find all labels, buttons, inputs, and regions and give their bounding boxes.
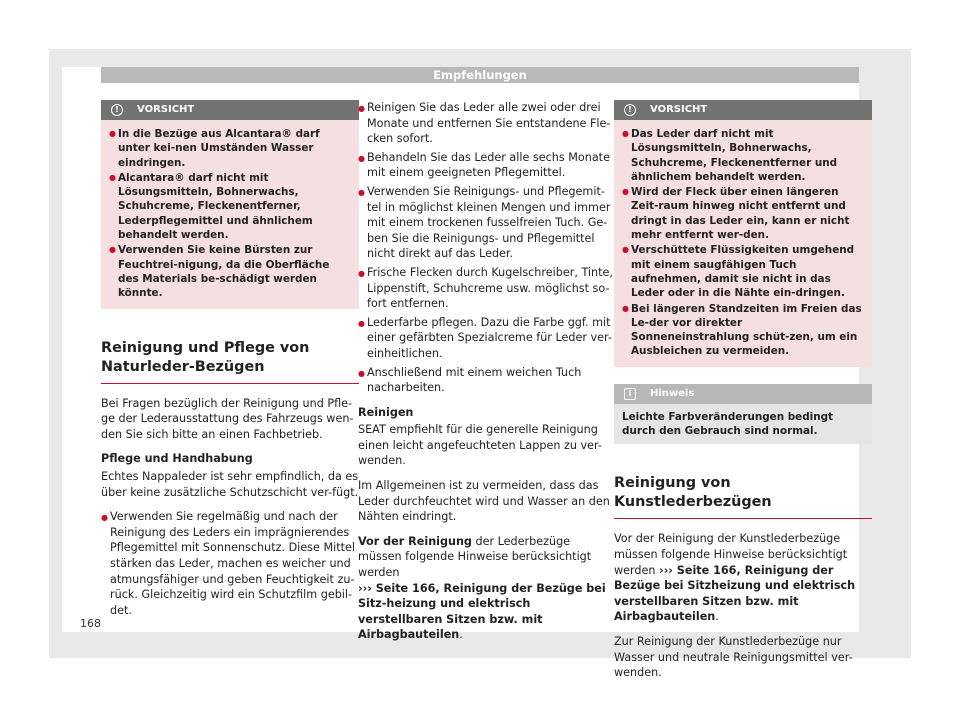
note-header	[614, 384, 872, 404]
text-run: .	[459, 628, 463, 642]
section-header: Empfehlungen	[101, 67, 859, 83]
note-box	[614, 384, 872, 445]
info-icon: i	[624, 388, 636, 400]
subheading: Pflege und Handhabung	[101, 452, 253, 466]
caution-title: VORSICHT	[650, 104, 708, 115]
column-left	[101, 100, 359, 621]
body-paragraph: Im Allgemeinen ist zu vermeiden, dass das Leder durchfeuchtet wird und Wasser an den Nähten eindringt.	[358, 479, 610, 524]
list-item: ● Reinigen Sie das Leder alle zwei oder drei Monate und entfernen Sie entstandene Fle-cken sofort.	[358, 100, 616, 147]
list-item: ● Lederfarbe pflegen. Dazu die Farbe ggf. mit einer gefärbten Spezialcreme für Leder ver-einheitlichen.	[358, 315, 616, 362]
text-run: Vor der Reinigung der Kunstlederbezüge müssen folgende Hinweise berücksichtigt werden	[614, 532, 848, 577]
cross-reference-link[interactable]: ››› Seite 166, Reinigung der Bezüge bei Sitzheizung und elektrisch verstellbaren Sitzen bzw. mit Airbagbauteilen	[614, 563, 856, 624]
note-title: Hinweis	[650, 387, 695, 399]
list-item: ● Frische Flecken durch Kugelschreiber, Tinte, Lippenstift, Schuhcreme usw. möglichst so-fort entfernen.	[358, 265, 616, 312]
intro-paragraph: Bei Fragen bezüglich der Reinigung und Pfle-ge der Lederausstattung des Fahrzeugs wen-den Sie sich bitte an einen Fachbetrieb.	[101, 396, 354, 441]
caution-item: ● Das Leder darf nicht mit Lösungsmitteln, Bohnerwachs, Schuhcreme, Fleckenentferner und ähnlichem behandelt werden.	[622, 127, 864, 184]
caution-header	[614, 100, 872, 120]
caution-header	[101, 100, 359, 120]
column-middle	[358, 100, 616, 652]
caution-box	[101, 100, 359, 309]
body-paragraph: Echtes Nappaleder ist sehr empfindlich, da es über keine zusätzliche Schutzschicht ver-fügt.	[101, 469, 359, 499]
cross-reference-link[interactable]: ››› Seite 166, Reinigung der Bezüge bei Sitz-heizung und elektrisch verstellbaren Sitzen bzw. mit Airbagbauteilen	[358, 581, 606, 642]
bold-lead: Vor der Reinigung	[358, 534, 472, 548]
body-paragraph	[614, 531, 872, 625]
caution-item: ● Wird der Fleck über einen längeren Zeit-raum hinweg nicht entfernt und dringt in das Leder ein, kann er nicht mehr entfernt wer-den.	[622, 185, 864, 242]
list-item: ● Anschließend mit einem weichen Tuch nacharbeiten.	[358, 365, 616, 396]
caution-item: ● Verwenden Sie keine Bürsten zur Feuchtrei-nigung, da die Oberfläche des Materials be-schädigt werden könnte.	[109, 243, 351, 300]
caution-title: VORSICHT	[137, 104, 195, 115]
text-run: der Lederbezüge müssen folgende Hinweise berücksichtigt werden	[358, 534, 592, 580]
caution-item: ● Verschüttete Flüssigkeiten umgehend mit einem saugfähigen Tuch aufnehmen, damit sie nicht in das Leder oder in die Nähte ein-dringen.	[622, 243, 864, 300]
caution-item: ● Alcantara® darf nicht mit Lösungsmitteln, Bohnerwachs, Schuhcreme, Fleckenentferner, Lederpflegemittel und ähnlichem behandelt werden.	[109, 171, 351, 242]
subheading: Reinigen	[358, 405, 414, 419]
body-paragraph: SEAT empfiehlt für die generelle Reinigung einen leicht angefeuchteten Lappen zu ver-wenden.	[358, 423, 602, 468]
page-number: 168	[80, 617, 101, 630]
list-item: ● Behandeln Sie das Leder alle sechs Monate mit einem geeigneten Pflegemittel.	[358, 150, 616, 181]
caution-box	[614, 100, 872, 367]
body-paragraph: Zur Reinigung der Kunstlederbezüge nur Wasser und neutrale Reinigungsmittel ver-wenden.	[614, 634, 853, 680]
body-paragraph	[358, 534, 616, 643]
caution-item: ● In die Bezüge aus Alcantara® darf unter kei-nen Umständen Wasser eindringen.	[109, 127, 351, 170]
warning-icon: !	[111, 104, 123, 116]
section-heading: Reinigung von Kunstlederbezügen	[614, 474, 872, 519]
list-item: ● Verwenden Sie regelmäßig und nach der Reinigung des Leders ein imprägnierendes Pflegemittel mit Sonnenschutz. Diese Mittel stärken das Leder, machen es weicher und atmungsfähiger und geben Feuchtigkeit zu-rück. Gleichzeitig wird ein Schutzfilm gebil-det.	[101, 509, 359, 618]
text-run: .	[715, 610, 719, 624]
column-right	[614, 100, 872, 690]
note-text: Leichte Farbveränderungen bedingt durch den Gebrauch sind normal.	[622, 410, 834, 438]
caution-item: ● Bei längeren Standzeiten im Freien das Le-der vor direkter Sonneneinstrahlung schüt-zen, um ein Ausbleichen zu vermeiden.	[622, 302, 864, 359]
warning-icon: !	[624, 104, 636, 116]
list-item: ● Verwenden Sie Reinigungs- und Pflegemit-tel in möglichst kleinen Mengen und immer mit einem trockenen fusselfreien Tuch. Ge-ben Sie die Reinigungs- und Pflegemittel nicht direkt auf das Leder.	[358, 184, 616, 262]
section-heading: Reinigung und Pflege von Naturleder-Bezügen	[101, 339, 359, 384]
